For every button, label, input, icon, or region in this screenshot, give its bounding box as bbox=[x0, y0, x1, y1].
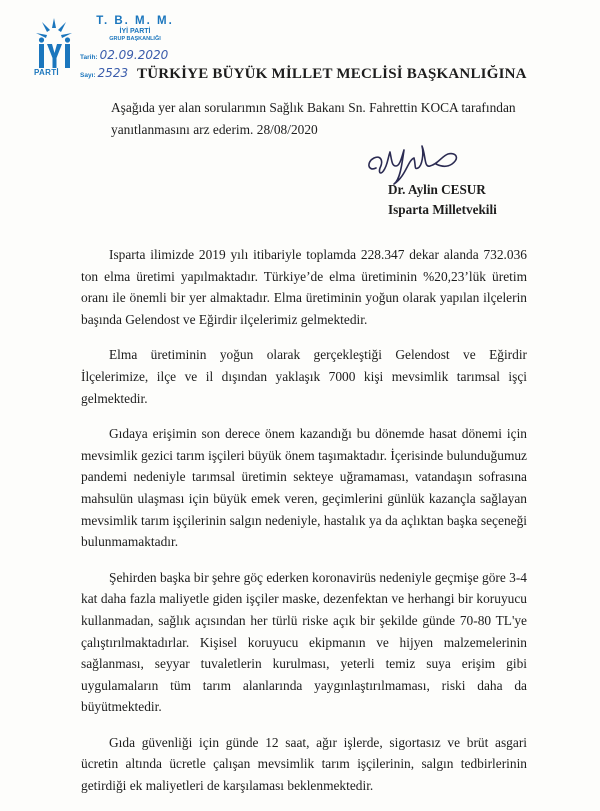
body-text bbox=[81, 244, 527, 811]
handwritten-signature bbox=[362, 136, 472, 188]
paragraph: Şehirden başka bir şehre göç ederken koronavirüs nedeniyle geçmişe göre 3-4 kat daha fazla maliyetle giden işçiler maske, dezenfektan ve herhangi bir koruyucu kullanmadan, sağlık açısından her türlü riske açık bir şekilde günde 70-80 TL'ye çalıştırılmaktadırlar. Kişisel koruyucu ekipmanın ve hijyen malzemelerinin sağlanması, seyyar tuvaletlerin kurulması, yeterli temiz suya erişim gibi uygulamaların tüm tarım alanlarında yaygınlaştırılmaması, riski daha da büyütmektedir. bbox=[81, 569, 527, 715]
paragraph: Gıdaya erişimin son derece önem kazandığı bu dönemde hasat dönemi için mevsimlik gezici tarım işçileri büyük önem taşımaktadır. İçerisinde bulunduğumuz pandemi nedeniyle tarımsal üretimin sekteye uğramaması, vatandaşın sofrasına mahsulün ulaşması için büyük emek veren, geçimlerini günlük kazançla sağlayan mevsimlik tarım işçilerinin salgın nedeniyle, hastalık ya da açlıktan başka seçeneği bulunmamaktadır. bbox=[81, 426, 527, 550]
signatory-title: Isparta Milletvekili bbox=[388, 202, 497, 217]
stamp-date-value: 02.09.2020 bbox=[99, 48, 169, 62]
addressee-heading: TÜRKİYE BÜYÜK MİLLET MECLİSİ BAŞKANLIĞINA bbox=[137, 66, 527, 82]
stamp-number-row bbox=[80, 66, 128, 80]
paragraph: Elma üretiminin yoğun olarak gerçekleştiği Gelendost ve Eğirdir İlçelerimize, ilçe ve il dışından yaklaşık 7000 kişi mevsimlik tarımsal işçi gelmektedir. bbox=[81, 347, 527, 406]
signatory-name: Dr. Aylin CESUR bbox=[388, 182, 486, 197]
intro-paragraph: Aşağıda yer alan sorularımın Sağlık Bakanı Sn. Fahrettin KOCA tarafından yanıtlanmasını arz ederim. 28/08/2020 bbox=[111, 100, 516, 137]
stamp-number-label: Sayı: bbox=[80, 72, 96, 79]
stamp-number-value: 2523 bbox=[97, 66, 129, 80]
stamp-party: İYİ PARTİ bbox=[119, 28, 151, 35]
stamp-date-row bbox=[80, 48, 168, 62]
paragraph: Isparta ilimizde 2019 yılı itibariyle toplamda 228.347 dekar alanda 732.036 ton elma üretimi yapılmaktadır. Türkiye’de elma üretiminin %20,23’lük üretim oranı ile önemli bir yer almaktadır. Elma üretiminin yoğun olarak yapılan ilçelerin başında Gelendost ve Eğirdir ilçelerimiz gelmektedir. bbox=[81, 247, 527, 327]
stamp-title: T. B. M. M. bbox=[96, 15, 174, 27]
receipt-stamp bbox=[80, 15, 240, 42]
stamp-group: GRUP BAŞKANLIĞI bbox=[109, 36, 161, 42]
paragraph: Gıda güvenliği için günde 12 saat, ağır işlerde, sigortasız ve brüt asgari ücretin altında ücretle çalışan mevsimlik tarım işçilerinin, salgın tedbirlerinin getirdiği ek maliyetleri de karşılaması beklenmektedir. bbox=[81, 734, 527, 794]
stamp-date-label: Tarih: bbox=[80, 54, 98, 61]
logo-party-label: PARTİ bbox=[34, 68, 59, 77]
